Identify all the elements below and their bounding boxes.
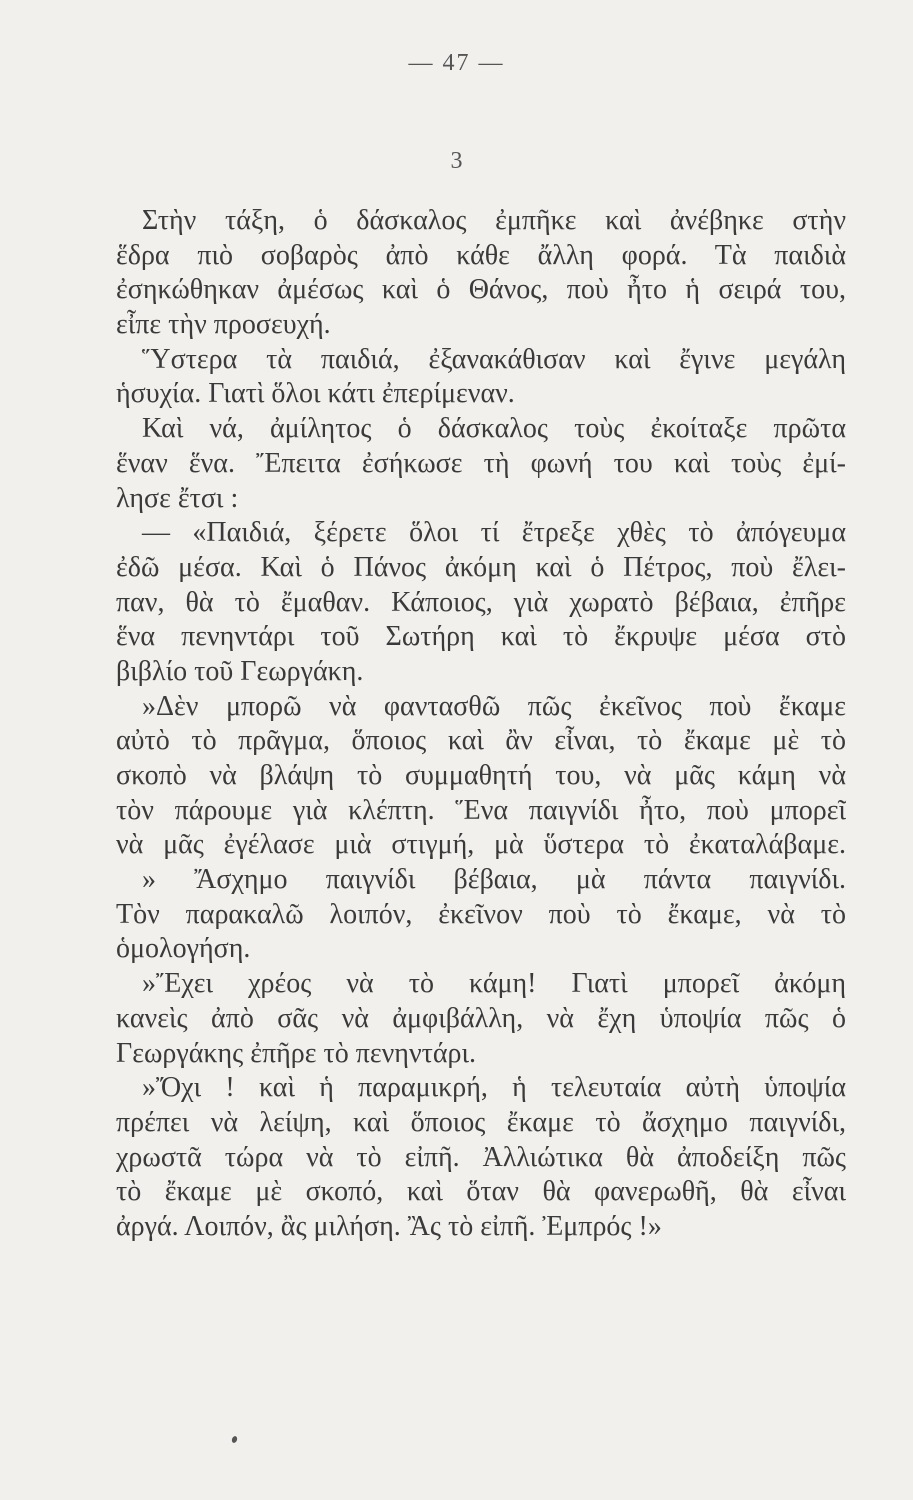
text-line: Τὸν παρακαλῶ λοιπόν, ἐκεῖνον ποὺ τὸ ἔκαμε, νὰ τὸ [116, 898, 846, 930]
text-line: » Ἄσχημο παιγνίδι βέβαια, μὰ πάντα παιγνίδι. [142, 864, 846, 896]
text-line: Ὕστερα τὰ παιδιά, ἐξανακάθισαν καὶ ἔγινε μεγάλη [142, 343, 846, 375]
text-line: εἶπε τὴν προσευχή. [116, 309, 331, 341]
chapter-number: 3 [450, 148, 463, 174]
text-line: ὁμολογήση. [116, 933, 251, 965]
text-line: σκοπὸ νὰ βλάψη τὸ συμμαθητή του, νὰ μᾶς κάμη νὰ [116, 760, 846, 791]
text-line: ἕνα πενηντάρι τοῦ Σωτήρη καὶ τὸ ἔκρυψε μέσα στὸ [116, 621, 846, 653]
text-line: ἕδρα πιὸ σοβαρὸς ἀπὸ κάθε ἄλλη φορά. Τὰ παιδιὰ [116, 239, 846, 271]
text-line: κανεὶς ἀπὸ σᾶς νὰ ἀμφιβάλλη, νὰ ἔχη ὑποψία πῶς ὁ [116, 1002, 846, 1034]
text-line: ἡσυχία. Γιατὶ ὅλοι κάτι ἐπερίμεναν. [116, 378, 515, 410]
text-line: »Ὄχι ! καὶ ἡ παραμικρή, ἡ τελευταία αὐτὴ ὑποψία [142, 1072, 846, 1104]
page-number: — 47 — [408, 50, 505, 76]
text-line: νὰ μᾶς ἐγέλασε μιὰ στιγμή, μὰ ὕστερα τὸ ἐκαταλάβαμε. [116, 829, 846, 861]
text-line: αὐτὸ τὸ πρᾶγμα, ὅποιος καὶ ἂν εἶναι, τὸ ἔκαμε μὲ τὸ [116, 725, 846, 757]
text-line: ἀργά. Λοιπόν, ἂς μιλήση. Ἂς τὸ εἰπῆ. Ἐμπρός !» [116, 1210, 662, 1242]
text-line: Γεωργάκης ἐπῆρε τὸ πενηντάρι. [116, 1037, 477, 1069]
text-line: τὸν πάρουμε γιὰ κλέπτη. Ἕνα παιγνίδι ἦτο, ποὺ μπορεῖ [116, 794, 846, 826]
text-line: λησε ἔτσι : [116, 482, 239, 514]
text-line: — «Παιδιά, ξέρετε ὅλοι τί ἔτρεξε χθὲς τὸ ἀπόγευμα [142, 517, 846, 549]
text-line: »Ἔχει χρέος νὰ τὸ κάμη! Γιατὶ μπορεῖ ἀκόμη [142, 968, 846, 1000]
text-line: »Δὲν μπορῶ νὰ φαντασθῶ πῶς ἐκεῖνος ποὺ ἔκαμε [142, 690, 846, 722]
text-line: ἕναν ἕνα. Ἔπειτα ἐσήκωσε τὴ φωνή του καὶ τοὺς ἐμί- [116, 447, 846, 479]
text-line: ἐσηκώθηκαν ἀμέσως καὶ ὁ Θάνος, ποὺ ἦτο ἡ σειρά του, [116, 274, 846, 306]
text-line: Στὴν τάξη, ὁ δάσκαλος ἐμπῆκε καὶ ἀνέβηκε στὴν [142, 205, 846, 236]
ink-mark [231, 1435, 238, 1443]
text-line: Καὶ νά, ἀμίλητος ὁ δάσκαλος τοὺς ἐκοίταξε πρῶτα [142, 413, 846, 445]
text-line: παν, θὰ τὸ ἔμαθαν. Κάποιος, γιὰ χωρατὸ βέβαια, ἐπῆρε [116, 586, 846, 618]
text-line: ἐδῶ μέσα. Καὶ ὁ Πάνος ἀκόμη καὶ ὁ Πέτρος, ποὺ ἔλει- [116, 551, 846, 583]
body-text [116, 204, 846, 1245]
text-line: χρωστᾶ τώρα νὰ τὸ εἰπῆ. Ἀλλιώτικα θὰ ἀποδείξη πῶς [116, 1141, 846, 1173]
text-line: βιβλίο τοῦ Γεωργάκη. [116, 655, 364, 687]
text-line: τὸ ἔκαμε μὲ σκοπό, καὶ ὅταν θὰ φανερωθῆ, θὰ εἶναι [116, 1176, 846, 1208]
text-line: πρέπει νὰ λείψη, καὶ ὅποιος ἔκαμε τὸ ἄσχημο παιγνίδι, [116, 1106, 846, 1138]
